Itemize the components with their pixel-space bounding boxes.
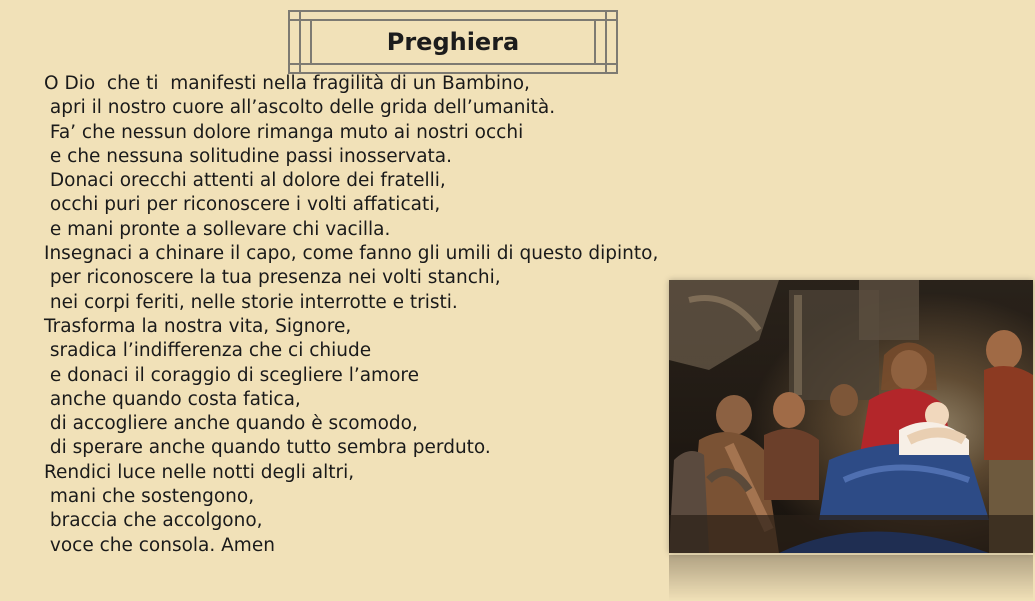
poem-line: sradica l’indifferenza che ci chiude: [44, 340, 372, 362]
poem-line: e mani pronte a sollevare chi vacilla.: [44, 218, 391, 240]
poem-line: O Dio che ti manifesti nella fragilità di un Bambino,: [44, 73, 530, 94]
nativity-painting: [669, 280, 1033, 553]
prayer-text: [44, 72, 724, 558]
poem-line: Rendici luce nelle notti degli altri,: [44, 461, 355, 483]
poem-line: mani che sostengono,: [44, 486, 255, 508]
poem-line: Trasforma la nostra vita, Signore,: [44, 315, 352, 337]
poem-line: di accogliere anche quando è scomodo,: [44, 413, 418, 435]
title-frame: [288, 10, 618, 74]
poem-line: per riconoscere la tua presenza nei volti stanchi,: [44, 267, 501, 289]
page-title: Preghiera: [386, 28, 520, 56]
poem-line: Donaci orecchi attenti al dolore dei fratelli,: [44, 170, 446, 192]
poem-line: Insegnaci a chinare il capo, come fanno gli umili di questo dipinto,: [44, 243, 659, 265]
poem-line: braccia che accolgono,: [44, 510, 263, 532]
poem-line: apri il nostro cuore all’ascolto delle grida dell’umanità.: [44, 97, 556, 119]
poem-line: anche quando costa fatica,: [44, 388, 301, 410]
poem-line: nei corpi feriti, nelle storie interrotte e tristi.: [44, 291, 458, 313]
painting-reflection: [669, 555, 1033, 601]
poem-line: voce che consola. Amen: [44, 534, 275, 556]
poem-line: e donaci il coraggio di scegliere l’amore: [44, 364, 419, 386]
poem-line: e che nessuna solitudine passi inosservata.: [44, 145, 453, 167]
poem-line: occhi puri per riconoscere i volti affaticati,: [44, 194, 441, 216]
poem-line: Fa’ che nessun dolore rimanga muto ai nostri occhi: [44, 121, 524, 143]
poem-line: di sperare anche quando tutto sembra perduto.: [44, 437, 491, 459]
